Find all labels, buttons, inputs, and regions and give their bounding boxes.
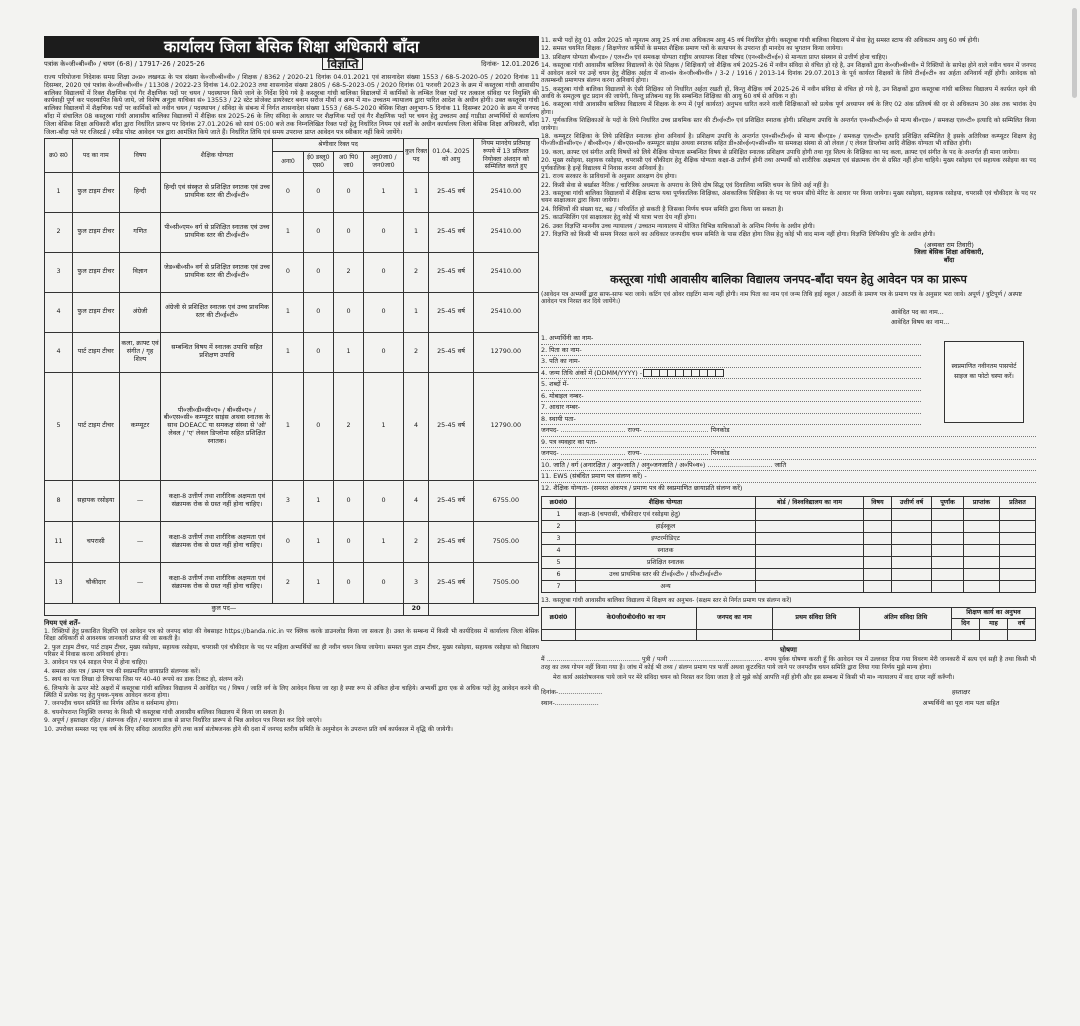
cell-ews: 0 bbox=[303, 252, 333, 292]
edu-cell[interactable] bbox=[892, 581, 932, 593]
cell-qualification: कक्षा-8 उत्तीर्ण तथा शारीरिक अक्षमता एवं संक्रामक रोक से ग्रस्त नहीं होना चाहिए। bbox=[161, 562, 273, 603]
rule-item: 24. रिक्तियों की संख्या घट, बढ़ / परिवर्तित हो सकती है जिसका निर्णय चयन समिति द्वारा किया जा सकता है। bbox=[541, 205, 784, 213]
edu-cell[interactable] bbox=[964, 581, 1000, 593]
edu-th: शैक्षिक योग्यता bbox=[576, 497, 756, 509]
rule-item: 16. कस्तूरबा गांधी आवासीय बालिका विद्यालय में शिक्षक के रूप में (पूर्व कार्यरत) अनुभव धारित करने वाली शिक्षिकाओं को प्रत्येक पूर्ण अध्यापन वर्ष के लिए 02 अंक प्रतिवर्ष की दर से अधिकतम 30 अंक तक भारांक देय होगा। bbox=[541, 101, 1036, 116]
officer-signature bbox=[541, 242, 1036, 265]
total-empty bbox=[429, 603, 539, 615]
edu-th: प्राप्तांक bbox=[964, 497, 1000, 509]
term-item: 5. स्वयं का पता लिखा दो लिफाफा जिस पर 40-40 रूपये का डाक टिकट हो, संलग्न करें। bbox=[44, 676, 244, 684]
cell-subject: हिन्दी bbox=[119, 172, 161, 212]
edu-cell[interactable] bbox=[864, 557, 892, 569]
cell-post: सहायक रसोइया bbox=[72, 480, 119, 521]
edu-cell[interactable] bbox=[1000, 581, 1036, 593]
cell-subject: विज्ञान bbox=[119, 252, 161, 292]
rule-item: 22. किसी सेवा से बर्खास्त नैतिक / चारित्रिक अधमता के अपराध के लिये दोष सिद्ध एवं दिवालिया व्यक्ति चयन के लिये अर्ह नहीं है। bbox=[541, 181, 829, 189]
rule-item: 23. कस्तूरबा गांधी बालिका विद्यालयों में शैक्षिक स्टाफ यथा पूर्णकालिक शिक्षिका, अंशकालिक शिक्षिका के पद पर चयन सीधे मेरिट के आधार पर किया जायेगा। मुख्य रसोइया, सहायक रसोइया, चपरासी एवं चौकीदार के पद पर चयन साक्षात्कार द्वारा किया जायेगा। bbox=[541, 190, 1036, 205]
candidate-signature[interactable]: हस्ताक्षर bbox=[951, 689, 971, 697]
exp-cell[interactable] bbox=[697, 629, 773, 640]
edu-cell[interactable] bbox=[892, 521, 932, 533]
total-label: कुल पद— bbox=[45, 603, 404, 615]
cell-sno: 3 bbox=[45, 252, 73, 292]
cell-sc-st: 0 bbox=[364, 252, 404, 292]
cell-obc: 0 bbox=[333, 521, 363, 562]
edu-cell[interactable] bbox=[1000, 557, 1036, 569]
total-value: 20 bbox=[403, 603, 429, 615]
exp-cell[interactable] bbox=[980, 629, 1008, 640]
cell-honorarium: 12790.00 bbox=[473, 372, 538, 480]
table-row bbox=[542, 557, 1036, 569]
qualification-label: 12. शैक्षिक योग्यता- (समस्त अंकपत्र / प्रमाण पत्र की स्वप्रमाणित छायाप्रति संलग्न करें) bbox=[541, 483, 743, 492]
ews-field[interactable]: 11. EWS (संबंधित प्रमाण पत्र संलग्न करें) - bbox=[541, 471, 1036, 483]
cell-honorarium: 12790.00 bbox=[473, 332, 538, 372]
edu-sno: 4 bbox=[542, 545, 576, 557]
cell-sc-st: 0 bbox=[364, 212, 404, 252]
officer-name: (अव्यक्त राम तिवारी) bbox=[924, 240, 974, 249]
rule-item: 15. कस्तूरबा गांधी बालिका विद्यालयों के ऐसी शिक्षिका जो निर्धारित अर्हता रखती हों, किन्तु शैक्षिक वर्ष 2025-26 में नवीन संविदा से वंचित हो गये है, उन शिक्षकों द्वारा कस्तूरबा गांधी बालिका विद्यालय में कार्यरत रहने की अवधि के समतुल्य छूट प्रदान की जायेगी, किन्तु प्रतिबन्ध यह कि सम्बन्धित शिक्षिका की आयु 60 वर्ष से अधिक न हो। bbox=[541, 85, 1036, 100]
edu-cell[interactable] bbox=[756, 569, 864, 581]
rule-item: 14. कस्तूरबा गांधी आवासीय बालिका विद्यालयों के ऐसे शिक्षक / शिक्षिकाएँ जो शैक्षिक वर्ष 2025-26 में नवीन संविदा से वंचित हो रहे है, उन शिक्षकों द्वारा के०जी०बी०वी० में रिक्तियों के सापेक्ष होने वाले नवीन चयन में जनपद में आवेदन करने पर उन्हें चयन हेतु शैक्षिक अर्हता में शा०सं० के०जी०बी०वी० / 3-2 / 1916 / 2013-14 दिनांक 29.07.2013 के पूर्व कार्यरत शिक्षकों के लिये टी०ई०टी० का अर्हता अनिवार्य नहीं होगी। आवेदक को तत्सम्बन्धी प्रमाणपत्र संलग्न करना अनिवार्य होगा। bbox=[541, 62, 1036, 85]
edu-cell[interactable] bbox=[964, 545, 1000, 557]
cell-ews: 0 bbox=[303, 212, 333, 252]
edu-cell[interactable] bbox=[756, 533, 864, 545]
cell-sno: 8 bbox=[45, 480, 73, 521]
term-item: 10. उपरोक्त समस्त पद एक वर्ष के लिए संविदा आधारित होंगे तथा कार्य संतोषजनक होने की दशा में जनपद स्तरीय समिति के अनुमोदन के उपरान्त प्रति वर्ष कार्यकाल में वृद्धि की जायेगी। bbox=[44, 725, 453, 733]
dob-words-field[interactable]: 5. शब्दों में- bbox=[541, 379, 921, 391]
term-item: 9. अपूर्ण / हस्ताक्षर रहित / संलग्नक रहित / साधारण डाक से प्राप्त निर्धारित प्रारूप से भिन्न आवेदन पत्र निरस्त कर दिये जाएंगे। bbox=[44, 717, 322, 725]
edu-th: उत्तीर्ण वर्ष bbox=[892, 497, 932, 509]
cell-obc: 0 bbox=[333, 292, 363, 332]
cell-sno: 2 bbox=[45, 212, 73, 252]
rule-item: 11. सभी पदों हेतु 01 अप्रैल 2025 को न्यूनतम आयु 25 वर्ष तथा अधिकतम आयु 45 वर्ष निर्धारित होगी। कस्तूरबा गांधी बालिका विद्यालय में सेवा हेतु समस्त स्टाफ की अधिकतम आयु 60 वर्ष होगी। bbox=[541, 37, 980, 44]
cell-obc: 0 bbox=[333, 562, 363, 603]
terms-list bbox=[44, 628, 539, 733]
term-item: 2. फुल टाइम टीचर, पार्ट टाइम टीचर, मुख्य रसोइया, सहायक रसोइया, चपरासी एवं चौकीदार के पद पर महिला अभ्यर्थियों का ही नवीन चयन किया जायेगा। समस्त फुल टाइम टीचर, मुख्य रसोइया, सहायक रसोइया को विद्यालय परिसर में निवास करना अनिवार्य होगा। bbox=[44, 643, 539, 658]
cell-gen: 1 bbox=[273, 212, 303, 252]
th-age: 01.04. 2025 को आयु bbox=[429, 139, 473, 172]
edu-cell[interactable] bbox=[892, 545, 932, 557]
edu-cell[interactable] bbox=[864, 581, 892, 593]
reference-number: पत्रांक के०जी०बी०वी० / चयन (6-8) / 17917-26 / 2025-26 bbox=[44, 60, 205, 68]
cell-gen: 0 bbox=[273, 521, 303, 562]
term-item: 1. रिक्तियों हेतु प्रकाशित विज्ञप्ति एवं आवेदन पत्र को जनपद बांदा की वेबसाइट https://banda.nic.in पर क्लिक करके डाउनलोड किया जा सकता है। उक्त के सम्बन्ध में किसी भी कार्यदिवस में कार्यालय जिला बेसिक शिक्षा अधिकारी से आवश्यक जानकारी प्राप्त की जा सकती है। bbox=[44, 627, 539, 643]
cell-post: चौकीदार bbox=[72, 562, 119, 603]
term-item: 6. लिफाफे के ऊपर मोटे अक्षरों में कस्तूरबा गांधी बालिका विद्यालय में आवेदित पद / विषय / जाति वर्ग के लिए आवेदन किया जा रहा है स्पष्ट रूप से अंकित होना चाहिये। अभ्यर्थी द्वारा एक से अधिक पदों हेतु आवेदन करने की स्थिति में प्रत्येक पद हेतु पृथक-पृथक आवेदन करना होगा। bbox=[44, 684, 539, 700]
cell-honorarium: 25410.00 bbox=[473, 292, 538, 332]
cell-ews: 0 bbox=[303, 332, 333, 372]
cell-honorarium: 25410.00 bbox=[473, 212, 538, 252]
cell-post: चपरासी bbox=[72, 521, 119, 562]
exp-th: अंतिम संविदा तिथि bbox=[860, 607, 952, 629]
cell-qualification: पी०जी०डी०सी०ए० / बी०सी०ए० / बी०एस०सी० कम्प्यूटर साइंस अथवा स्नातक के साथ DOEACC या समकक्ष संस्था से 'ओ' लेवल / 'ए' लेवल डिप्लोमा सहित प्रशिक्षित स्नातक। bbox=[161, 372, 273, 480]
dob-field[interactable] bbox=[541, 368, 921, 380]
edu-cell[interactable] bbox=[964, 533, 1000, 545]
cell-age: 25-45 वर्ष bbox=[429, 252, 473, 292]
edu-cell[interactable] bbox=[1000, 569, 1036, 581]
declaration-text-2: मेरा कार्य असंतोषजनक पाये जाने पर मेरे संविदा चयन को निरस्त कर दिया जाता है तो मुझे कोई आपत्ति नहीं होगी और इस सम्बन्ध में किसी भी मा० न्यायालय में वाद दायर नहीं करूँगी। bbox=[553, 673, 955, 681]
rule-item: 17. पूर्णकालिक शिक्षिकाओं के पदों के लिये निर्धारित उच्च प्राथमिक स्तर की टी०ई०टी० एवं प्रशिक्षित स्नातक होगी। प्रशिक्षण उपाधि के अन्तर्गत एन०सी०टी०ई० से मान्य बी०एड० / समकक्ष एल०टी० इत्यादि को सम्मिलित किया जायेगा। bbox=[541, 117, 1036, 132]
cell-post: फुल टाइम टीचर bbox=[72, 212, 119, 252]
edu-th: प्रतिशत bbox=[1000, 497, 1036, 509]
rules-list bbox=[541, 37, 1036, 239]
edu-th: पूर्णांक bbox=[932, 497, 964, 509]
applied-subject-field[interactable]: आवेदित विषय का नाम... bbox=[891, 318, 950, 326]
cell-age: 25-45 वर्ष bbox=[429, 332, 473, 372]
edu-cell[interactable] bbox=[892, 509, 932, 521]
cell-obc: 0 bbox=[333, 172, 363, 212]
correspondence-district-field[interactable]: जनपद- ................................ राज्य- ................................ पिनकोड bbox=[541, 448, 1036, 460]
rule-item: 20. मुख्य रसोइया, सहायक रसोइया, चपरासी एवं चौकीदार हेतु शैक्षिक योग्यता कक्षा-8 उत्तीर्ण होनी तथा अभ्यर्थी को शारीरिक अक्षमता एवं संक्रामक रोग से ग्रसित नहीं होना चाहिये। मुख्य रसोइया एवं सहायक रसोइया का पद पूर्णकालिक है इन्हें विद्यालय में निवास करना अनिवार्य है। bbox=[541, 157, 1036, 172]
edu-cell[interactable] bbox=[864, 533, 892, 545]
edu-cell[interactable] bbox=[1000, 509, 1036, 521]
exp-cell[interactable] bbox=[860, 629, 952, 640]
rule-item: 25. काउन्सिलिंग एवं साक्षात्कार हेतु कोई भी यात्रा भत्ता देय नहीं होगा। bbox=[541, 214, 697, 222]
th-qualification: शैक्षिक योग्यता bbox=[161, 139, 273, 172]
declaration-footer bbox=[541, 689, 1036, 707]
table-total-row bbox=[45, 603, 539, 615]
cell-total: 3 bbox=[403, 562, 429, 603]
cell-obc: 0 bbox=[333, 480, 363, 521]
cell-honorarium: 6755.00 bbox=[473, 480, 538, 521]
cell-ews: 1 bbox=[303, 521, 333, 562]
th-sc-st: अनु0जा0 / जन0जा0 bbox=[364, 151, 404, 172]
th-honorarium: नियम मानदेय प्रतिमाह रूपये में 13 प्रतिशत नियोक्ता अंशदान को सम्मिलित करते हुए bbox=[473, 139, 538, 172]
th-sno: क्र0 स0 bbox=[45, 139, 73, 172]
edu-cell[interactable] bbox=[932, 545, 964, 557]
table-row bbox=[45, 480, 539, 521]
cell-post: पार्ट टाइम टीचर bbox=[72, 332, 119, 372]
cell-subject: — bbox=[119, 521, 161, 562]
declaration-date[interactable]: दिनांक-...................... bbox=[541, 689, 603, 697]
edu-cell[interactable] bbox=[892, 569, 932, 581]
exp-th: प्रथम संविदा तिथि bbox=[772, 607, 859, 629]
table-row bbox=[542, 533, 1036, 545]
cell-gen: 2 bbox=[273, 562, 303, 603]
cell-qualification: अंग्रेजी से प्रशिक्षित स्नातक एवं उच्च प्राथमिक स्तर की टी०ई०टी० bbox=[161, 292, 273, 332]
exp-th: शिक्षण कार्य का अनुभव bbox=[952, 607, 1036, 618]
edu-cell[interactable] bbox=[932, 569, 964, 581]
edu-cell[interactable] bbox=[756, 521, 864, 533]
cell-sc-st: 1 bbox=[364, 521, 404, 562]
exp-cell[interactable] bbox=[576, 629, 697, 640]
cell-total: 1 bbox=[403, 172, 429, 212]
exp-cell[interactable] bbox=[952, 629, 980, 640]
term-item: 4. समस्त अंक पत्र / प्रमाण पत्र की स्वप्रमाणित छायाप्रति संलग्नक करें। bbox=[44, 667, 201, 675]
cell-age: 25-45 वर्ष bbox=[429, 480, 473, 521]
cell-post: फुल टाइम टीचर bbox=[72, 172, 119, 212]
edu-cell[interactable] bbox=[964, 569, 1000, 581]
permanent-address-field[interactable]: 8. स्थायी पता- bbox=[541, 414, 921, 426]
edu-cell[interactable] bbox=[964, 509, 1000, 521]
table-row bbox=[542, 581, 1036, 593]
cell-subject: अंग्रेजी bbox=[119, 292, 161, 332]
cell-age: 25-45 वर्ष bbox=[429, 292, 473, 332]
scrollbar-thumb[interactable] bbox=[1072, 8, 1077, 98]
th-category-group: श्रेणीवार रिक्त पद bbox=[273, 139, 403, 151]
cell-ews: 1 bbox=[303, 562, 333, 603]
applied-post-block bbox=[891, 308, 1036, 327]
th-total: कुल रिक्त पद bbox=[403, 139, 429, 172]
table-row bbox=[542, 521, 1036, 533]
table-row bbox=[45, 521, 539, 562]
table-row bbox=[45, 332, 539, 372]
rule-item: 12. समस्त चयनित शिक्षक / शिक्षणेत्तर कर्मियों के समस्त शैक्षिक प्रमाण पत्रों के सत्यापन के उपरान्त ही मानदेय का भुगतान किया जायेगा। bbox=[541, 45, 843, 53]
edu-level: इण्टरमीडिएट bbox=[576, 533, 756, 545]
cell-sc-st: 1 bbox=[364, 172, 404, 212]
declaration-title: घोषणा bbox=[780, 645, 797, 654]
right-column bbox=[541, 36, 1036, 1016]
edu-cell[interactable] bbox=[932, 557, 964, 569]
cell-sno: 5 bbox=[45, 372, 73, 480]
cell-obc: 2 bbox=[333, 372, 363, 480]
cell-post: फुल टाइम टीचर bbox=[72, 252, 119, 292]
exp-th: क्र0सं0 bbox=[542, 607, 576, 629]
cell-sno: 11 bbox=[45, 521, 73, 562]
notice-label: विज्ञप्ति bbox=[322, 57, 363, 70]
table-row bbox=[45, 172, 539, 212]
cell-qualification: पी०सी०एम० वर्ग से प्रशिक्षित स्नातक एवं उच्च प्राथमिक स्तर की टी०ई०टी० bbox=[161, 212, 273, 252]
father-name-field[interactable]: 2. पिता का नाम- bbox=[541, 345, 921, 357]
cell-age: 25-45 वर्ष bbox=[429, 562, 473, 603]
edu-cell[interactable] bbox=[964, 521, 1000, 533]
cell-subject: कम्प्यूटर bbox=[119, 372, 161, 480]
cell-gen: 3 bbox=[273, 480, 303, 521]
exp-cell[interactable] bbox=[1008, 629, 1036, 640]
cell-sc-st: 0 bbox=[364, 480, 404, 521]
cell-qualification: हिन्दी एवं संस्कृत से प्रशिक्षित स्नातक एवं उच्च प्राथमिक स्तर की टी०ई०टी० bbox=[161, 172, 273, 212]
cell-total: 1 bbox=[403, 212, 429, 252]
edu-level: प्रशिक्षित स्नातक bbox=[576, 557, 756, 569]
cell-post: फुल टाइम टीचर bbox=[72, 292, 119, 332]
edu-cell[interactable] bbox=[756, 581, 864, 593]
edu-cell[interactable] bbox=[932, 521, 964, 533]
cell-age: 25-45 वर्ष bbox=[429, 172, 473, 212]
reference-line bbox=[44, 57, 539, 71]
th-gen: अना0 bbox=[273, 151, 303, 172]
cell-gen: 1 bbox=[273, 292, 303, 332]
edu-cell[interactable] bbox=[892, 533, 932, 545]
cell-gen: 0 bbox=[273, 252, 303, 292]
edu-cell[interactable] bbox=[864, 569, 892, 581]
officer-place: बाँदा bbox=[943, 256, 955, 265]
edu-cell[interactable] bbox=[864, 509, 892, 521]
th-obc: अ0 पि0 जा0 bbox=[333, 151, 363, 172]
exp-cell[interactable] bbox=[772, 629, 859, 640]
cell-subject: गणित bbox=[119, 212, 161, 252]
declaration-text: मैं ................................................ पुत्री / पत्नी ................................................ शपथ पूर्वक घोषणा करती हूँ कि आवेदन पत्र में उल्लवत दिया गया विवरण मेरी जानकारी में सत्य एवं सही है तथा किसी भी तरह का तथ्य गोपन नहीं किया गया है। जांच में कोई भी तथ्य / संलग्न प्रमाण पत्र फर्जी अथवा कूटरचित पाये जाने पर जनपदीय चयन समिति द्वारा लिया गया निर्णय मुझे मान्य होगा। bbox=[541, 656, 1036, 671]
cell-sno: 13 bbox=[45, 562, 73, 603]
education-table bbox=[541, 496, 1036, 593]
cell-total: 2 bbox=[403, 521, 429, 562]
cell-age: 25-45 वर्ष bbox=[429, 372, 473, 480]
cell-ews: 0 bbox=[303, 292, 333, 332]
term-item: 8. चयनोपरान्त नियुक्ति जनपद के किसी भी कस्तूरबा गांधी आवासीय बालिका विद्यालय में किया जा सकता है। bbox=[44, 708, 285, 716]
application-fields bbox=[541, 333, 1036, 494]
table-row bbox=[542, 569, 1036, 581]
office-title: कार्यालय जिला बेसिक शिक्षा अधिकारी बाँदा bbox=[44, 36, 539, 58]
edu-sno: 2 bbox=[542, 521, 576, 533]
edu-sno: 1 bbox=[542, 509, 576, 521]
edu-level: कक्षा-8 (चपरासी, चौकीदार एवं रसोइया हेतु) bbox=[576, 509, 756, 521]
edu-sno: 5 bbox=[542, 557, 576, 569]
cell-age: 25-45 वर्ष bbox=[429, 521, 473, 562]
cell-gen: 1 bbox=[273, 332, 303, 372]
cell-sc-st: 0 bbox=[364, 292, 404, 332]
cell-sno: 1 bbox=[45, 172, 73, 212]
left-column bbox=[44, 36, 539, 1016]
edu-level: स्नातक bbox=[576, 545, 756, 557]
intro-paragraph: राज्य परियोजना निदेशक समग्र शिक्षा उ०प्र० लखनऊ के पत्र संख्या के०जी०बी०वी० / शिक्षक / 8362 / 2020-21 दिनांक 04.01.2021 एवं शासनादेश संख्या 1553 / 68-5-2020-05 / 2020 दिनांक 11 दिसम्बर, 2020 एवं पत्रांक के०जी०बी०वी० / 11308 / 2022-23 दिनांक 14.02.2023 तथा शासनादेश संख्या 2805 / 68-5-2023-05 / 2020 दिनांक 01 फरवरी 2023 के क्रम में कस्तूरबा गांधी आवासीय बालिका विद्यालयों में रिक्त शैक्षणिक एवं गैर शैक्षणिक पदों पर चयन / पदस्थापन किये जाने के निर्देश दिये गये है कस्तूरबा गांधी बालिका विद्यालयों में कार्मिकों के लम्बित रिक्त पदों पर तत्काल संविदा पर नियुक्ति की कार्यवाही पूर्ण कर पदस्थापित किये जाये, जो विशेष अनुज्ञा याचिका सं० 13553 / 22 स्टेट प्रोजेक्ट डायरेक्टर बनाम सरोज मौर्या व अन्य में मा० उच्चतम न्यायालय द्वारा पारित आदेश के अधीन होगी। उक्त कस्तूरबा गांधी बालिका विद्यालयों में शैक्षणिक पदों पर कार्मिकों को नवीन चयन / पदस्थापन / संविदा के संबन्ध में निर्गत शासनादेश संख्या 1553 / 68-5-2020 बेसिक शिक्षा अनुभाग-5 दिनांक 11 दिसम्बर 2020 के क्रम में जनपद बाँदा में संचालित 08 कस्तूरबा गांधी आवासीय बालिका विद्यालयों में शैक्षिक सत्र 2025-26 के लिए संविदा के आधार पर शैक्षणिक पदों एवं गैर शैक्षणिक पदों पर चयन हेतु उच्चतम आई गाडीडा अभ्यर्थियों से कार्यालय जिला बेसिक शिक्षा अधिकारी बाँदा द्वारा निर्धारित प्रारूप पर दिनांक 27.01.2026 को सायं 05:00 बजे तक निम्नलिखित रिक्त पदों हेतु निर्धारित नियम एवं शर्तों के अधीन कार्यालय जिला बेसिक शिक्षा अधिकारी, बाँदा जिला-बाँदा पते पर रजिस्टर्ड / स्पीड पोस्ट आवेदन पत्र द्वारा आमंत्रित किये जाते हैं। निर्धारित तिथि एवं समय उपरान्त प्राप्त आवेदन पत्र स्वीकार नहीं किये जायेंगे। bbox=[44, 74, 539, 136]
mobile-field[interactable]: 6. मोबाइल नम्बर- bbox=[541, 391, 921, 403]
correspondence-address-field[interactable]: 9. पत्र व्यवहार का पता- bbox=[541, 437, 1036, 449]
table-row bbox=[45, 372, 539, 480]
edu-cell[interactable] bbox=[864, 521, 892, 533]
edu-cell[interactable] bbox=[932, 533, 964, 545]
edu-level: अन्य bbox=[576, 581, 756, 593]
table-row bbox=[542, 509, 1036, 521]
cell-honorarium: 25410.00 bbox=[473, 172, 538, 212]
caste-field[interactable]: 10. जाति / वर्ग (अनारक्षित / अनु०जाति / अनु०जनजाति / अ०पि०व०) ................................ जाति bbox=[541, 460, 1036, 472]
cell-qualification: कक्षा-8 उत्तीर्ण तथा शारीरिक अक्षमता एवं संक्रामक रोक से ग्रस्त नहीं होना चाहिए। bbox=[161, 521, 273, 562]
edu-th: विषय bbox=[864, 497, 892, 509]
candidate-name-field[interactable]: 1. अभ्यर्थिनी का नाम- bbox=[541, 333, 921, 345]
declaration-place[interactable]: स्थान-...................... bbox=[541, 699, 599, 707]
cell-total: 2 bbox=[403, 252, 429, 292]
term-item: 7. जनपदीय चयन समिति का निर्णय अंतिम व सर्वमान्य होगा। bbox=[44, 700, 179, 708]
exp-sub-th: माह bbox=[980, 618, 1008, 629]
edu-cell[interactable] bbox=[932, 581, 964, 593]
edu-cell[interactable] bbox=[932, 509, 964, 521]
cell-obc: 1 bbox=[333, 332, 363, 372]
vacancy-table bbox=[44, 138, 539, 615]
cell-post: पार्ट टाइम टीचर bbox=[72, 372, 119, 480]
cell-qualification: कक्षा-8 उत्तीर्ण तथा शारीरिक अक्षमता एवं संक्रामक रोक से ग्रस्त नहीं होना चाहिए। bbox=[161, 480, 273, 521]
experience-label: 13. कस्तूरबा गांधी आवासीय बालिका विद्यालय में शिक्षण का अनुभव- (सक्षम स्तर से निर्गत प्रमाण पत्र संलग्न करें) bbox=[541, 597, 792, 605]
edu-cell[interactable] bbox=[892, 557, 932, 569]
cell-sno: 4 bbox=[45, 332, 73, 372]
rule-item: 13. प्रशिक्षण योग्यता बी०एड० / एल०टी० एवं समकक्ष योग्यता राष्ट्रीय अध्यापक शिक्षा परिषद (एन०सी०टी०ई०) से मान्यता प्राप्त संस्थान से उत्तीर्ण होना चाहिए। bbox=[541, 53, 888, 61]
cell-total: 2 bbox=[403, 332, 429, 372]
husband-name-field[interactable]: 3. पति का नाम- bbox=[541, 356, 921, 368]
rule-item: 18. कम्प्यूटर शिक्षिका के लिये प्रशिक्षित स्नातक होना अनिवार्य है। प्रशिक्षण उपाधि के अन्तर्गत एन०सी०टी०ई० से मान्य बी०एड० / समकक्ष एल०टी० इत्यादि प्रशिक्षित सम्मिलित है इसके अतिरिक्त कम्प्यूटर शिक्षण हेतु पी०जी०डी०सी०ए० / बी०सी०ए० / बी०एस०सी० कम्प्यूटर साइंस अथवा स्नातक सहित डी०ओ०ई०ए०सी०सी० या समकक्ष संस्था से ओ लेवल / ए लेवल डिप्लोमा आदि शैक्षिक योग्यता भी वांछित होगी। bbox=[541, 133, 1036, 148]
edu-sno: 7 bbox=[542, 581, 576, 593]
photo-box[interactable]: स्वप्रमाणित नवीनतम पासपोर्ट साइज का फोटो चस्पा करें। bbox=[944, 341, 1024, 423]
cell-subject: — bbox=[119, 480, 161, 521]
edu-cell[interactable] bbox=[756, 545, 864, 557]
cell-obc: 2 bbox=[333, 252, 363, 292]
candidate-signature-sub: अभ्यर्थिनी का पूरा नाम पता सहित bbox=[922, 699, 1000, 707]
table-row bbox=[45, 292, 539, 332]
cell-honorarium: 7505.00 bbox=[473, 562, 538, 603]
term-item: 3. आवेदन पत्र ए4 साइज पेपर में होना चाहिए। bbox=[44, 659, 148, 667]
th-ews: ई0 डब्लू0 एस0 bbox=[303, 151, 333, 172]
cell-honorarium: 7505.00 bbox=[473, 521, 538, 562]
cell-sc-st: 0 bbox=[364, 332, 404, 372]
edu-cell[interactable] bbox=[864, 545, 892, 557]
cell-subject: — bbox=[119, 562, 161, 603]
table-row bbox=[45, 252, 539, 292]
cell-sc-st: 1 bbox=[364, 372, 404, 480]
exp-sub-th: वर्ष bbox=[1008, 618, 1036, 629]
rule-item: 26. उक्त विज्ञप्ति माननीय उच्च न्यायालय / उच्चतम न्यायालय में योजित विभिन्न याचिकाओं के अन्तिम निर्णय के अधीन होगी। bbox=[541, 222, 815, 230]
edu-th: क्र0सं0 bbox=[542, 497, 576, 509]
th-post: पद का नाम bbox=[72, 139, 119, 172]
cell-obc: 0 bbox=[333, 212, 363, 252]
cell-total: 4 bbox=[403, 372, 429, 480]
terms-title: नियम एवं शर्तें– bbox=[44, 618, 81, 627]
edu-sno: 3 bbox=[542, 533, 576, 545]
rule-item: 19. कला, क्राफ्ट एवं संगीत आदि विषयों को लिये शैक्षिक योग्यता सम्बन्धित विषय से प्रशिक्षित स्नातक प्रशिक्षण उपाधि होगी तथा गृह शिल्प के शिक्षिका का पद कला, क्राफ्ट एवं संगीत के पद के अन्तर्गत ही माना जायेगा। bbox=[541, 148, 1020, 156]
dob-boxes[interactable] bbox=[644, 369, 724, 377]
cell-ews: 1 bbox=[303, 480, 333, 521]
cell-gen: 1 bbox=[273, 372, 303, 480]
cell-sno: 4 bbox=[45, 292, 73, 332]
rule-item: 27. विज्ञप्ति को किसी भी समय निरस्त करने का अधिकार जनपदीय चयन समिति के पास रक्षित होगा जिस हेतु कोई भी वाद मान्य नहीं होगा। विज्ञप्ति लिपिकीय त्रुटि के अधीन होगी। bbox=[541, 231, 935, 239]
officer-designation: जिला बेसिक शिक्षा अधिकारी, bbox=[914, 248, 984, 257]
cell-ews: 0 bbox=[303, 372, 333, 480]
cell-qualification: जेड०बी०सी० वर्ग से प्रशिक्षित स्नातक एवं उच्च प्राथमिक स्तर की टी०ई०टी० bbox=[161, 252, 273, 292]
exp-cell[interactable] bbox=[542, 629, 576, 640]
rule-item: 21. राज्य सरकार के प्राविधानों के अनुसार आरक्षण देय होगा। bbox=[541, 173, 677, 181]
dob-label: 4. जन्म तिथि अंकों में (DDMM/YYYY) - bbox=[541, 368, 643, 377]
applied-post-field[interactable]: आवेदित पद का नाम... bbox=[891, 309, 944, 317]
experience-table bbox=[541, 607, 1036, 641]
th-subject: विषय bbox=[119, 139, 161, 172]
edu-cell[interactable] bbox=[756, 509, 864, 521]
edu-cell[interactable] bbox=[1000, 533, 1036, 545]
edu-level: उच्च प्राथमिक स्तर की टी०ई०टी० / सी०टी०ई०टी० bbox=[576, 569, 756, 581]
form-note: (आवेदन पत्र अभ्यर्थी द्वारा साफ-साफ भरा जाये। कटिंग एवं ओवर राइटिंग मान्य नहीं होगी। नाम पिता का नाम एवं जन्म तिथि हाई स्कूल / आठवीं के प्रमाण पत्र के प्रमाण पत्र के अनुसार भरा जाये। अपूर्ण / त्रुटिपूर्ण / अस्पष्ट आवेदन पत्र निरस्त कर दिये जायेंगे।) bbox=[541, 290, 1022, 306]
cell-honorarium: 25410.00 bbox=[473, 252, 538, 292]
exp-th: के0जी0बी0वी0 का नाम bbox=[576, 607, 697, 629]
edu-level: हाईस्कूल bbox=[576, 521, 756, 533]
edu-cell[interactable] bbox=[756, 557, 864, 569]
cell-subject: कला, क्राफ्ट एवं संगीत / गृह शिल्प bbox=[119, 332, 161, 372]
edu-cell[interactable] bbox=[1000, 521, 1036, 533]
cell-age: 25-45 वर्ष bbox=[429, 212, 473, 252]
table-row bbox=[45, 562, 539, 603]
cell-total: 4 bbox=[403, 480, 429, 521]
cell-gen: 0 bbox=[273, 172, 303, 212]
cell-total: 1 bbox=[403, 292, 429, 332]
permanent-district-field[interactable]: जनपद- ................................ राज्य- ................................ पिनकोड bbox=[541, 425, 1036, 437]
cell-qualification: सम्बन्धित विषय में स्नातक उपाधि सहित प्रशिक्षण उपाधि bbox=[161, 332, 273, 372]
notice-date: दिनांक- 12.01.2026 bbox=[481, 60, 539, 68]
table-row bbox=[542, 629, 1036, 640]
exp-sub-th: दिन bbox=[952, 618, 980, 629]
aadhaar-field[interactable]: 7. आधार नम्बर- bbox=[541, 402, 921, 414]
edu-sno: 6 bbox=[542, 569, 576, 581]
edu-cell[interactable] bbox=[964, 557, 1000, 569]
edu-cell[interactable] bbox=[1000, 545, 1036, 557]
cell-ews: 0 bbox=[303, 172, 333, 212]
form-title: कस्तूरबा गांधी आवासीय बालिका विद्यालय जनपद-बाँदा चयन हेतु आवेदन पत्र का प्रारूप bbox=[610, 271, 967, 286]
table-row bbox=[45, 212, 539, 252]
cell-sc-st: 0 bbox=[364, 562, 404, 603]
table-row bbox=[542, 545, 1036, 557]
edu-th: बोर्ड / विश्वविद्यालय का नाम bbox=[756, 497, 864, 509]
exp-th: जनपद का नाम bbox=[697, 607, 773, 629]
